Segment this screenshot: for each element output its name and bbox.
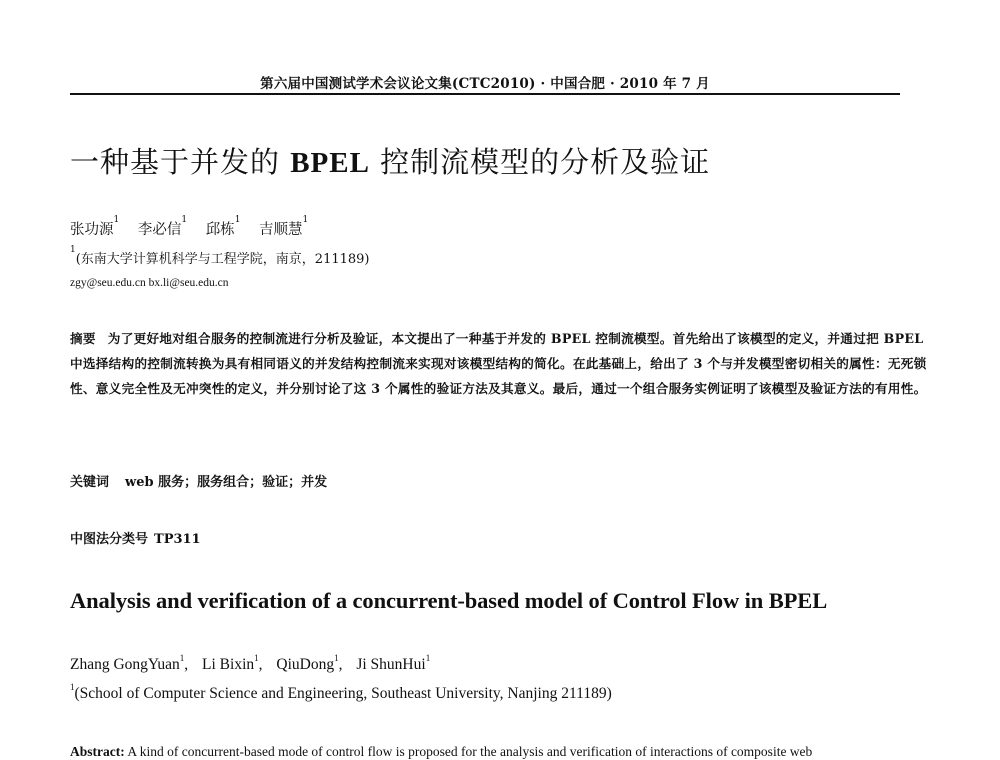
title-cn-part2: 控制流模型的分析及验证 <box>369 145 711 179</box>
abstract-en-text: A kind of concurrent-based mode of control flow is proposed for the analysis and verification of interactions of composite web <box>124 744 813 759</box>
running-header: 第六届中国测试学术会议论文集(CTC2010) · 中国合肥 · 2010 年 7 月 <box>260 76 710 92</box>
title-cn-latin: BPEL <box>290 147 370 179</box>
classification-number <box>70 528 201 547</box>
keywords <box>70 471 327 490</box>
authors-chinese <box>70 215 322 239</box>
abstract-cn-label: 摘要 <box>70 331 96 346</box>
keywords-label: 关键词 <box>70 475 110 490</box>
author-emails: zgy@seu.edu.cn bx.li@seu.edu.cn <box>70 277 229 289</box>
title-english: Analysis and verification of a concurrent-based model of Control Flow in BPEL <box>70 588 828 613</box>
abstract-english <box>70 744 950 760</box>
title-cn-part1: 一种基于并发的 <box>70 145 291 179</box>
affiliation-english: $^1$(School of Computer Science and Engineering, Southeast University, Nanjing 211189) <box>70 682 612 702</box>
abstract-en-label: Abstract: <box>70 744 125 759</box>
author-cn: 吉顺慧$^1$ <box>259 215 309 238</box>
author-en: Li Bixin$^1$, <box>202 653 263 673</box>
author-en: Zhang GongYuan$^1$, <box>70 653 189 673</box>
abstract-cn-text: 为了更好地对组合服务的控制流进行分析及验证，本文提出了一种基于并发的 BPEL 控制流模型。首先给出了该模型的定义，并通过把 BPEL 中选择结构的控制流转换为具有相同语义的并发结构控制流来实现对该模型结构的简化。在此基础上，给出了 3 个与并发模型密切相关的属性：无死锁性、意义完全性及无冲突性的定义，并分别讨论了这 3 个属性的验证方法及其意义。最后，通过一个组合服务实例证明了该模型及验证方法的有用性。 <box>70 331 927 396</box>
clc-label: 中图法分类号 <box>70 532 149 547</box>
author-en: QiuDong$^1$, <box>276 653 343 673</box>
author-cn: 张功源$^1$ <box>70 215 120 238</box>
author-en: Ji ShunHui$^1$ <box>356 653 431 673</box>
clc-code: TP311 <box>154 532 201 547</box>
abstract-chinese <box>70 326 938 401</box>
affiliation-chinese: $^1$(东南大学计算机科学与工程学院，南京，211189) <box>70 245 370 267</box>
keywords-text: web 服务；服务组合；验证；并发 <box>125 475 328 490</box>
authors-english <box>70 653 440 674</box>
author-cn: 李必信$^1$ <box>137 215 188 238</box>
author-cn: 邱栋$^1$ <box>205 215 241 238</box>
header-rule <box>70 93 900 95</box>
title-chinese <box>70 140 710 181</box>
